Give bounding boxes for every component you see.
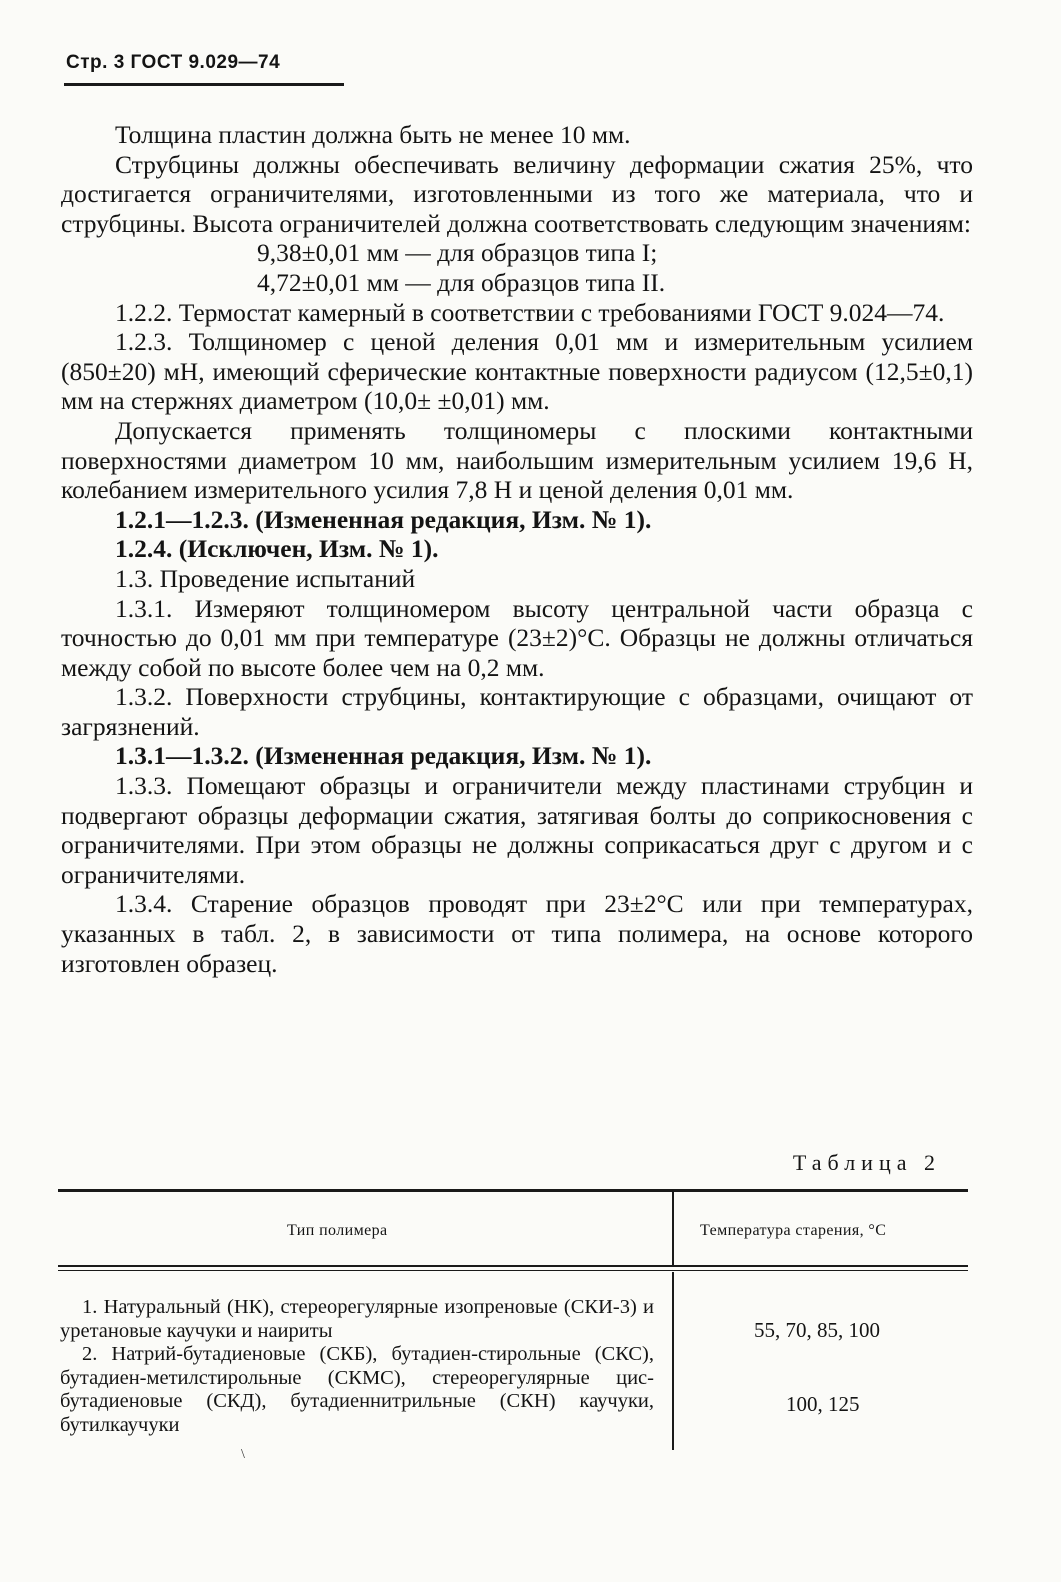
table-top-rule xyxy=(58,1189,968,1192)
table-header-rule-1 xyxy=(58,1265,968,1267)
formula-type-2: 4,72±0,01 мм — для образцов типа II. xyxy=(257,267,666,297)
header-rule xyxy=(64,83,344,86)
row-2-polymer: 2. Натрий-бутадиеновые (СКБ), бутадиен-стирольные (СКС), бутадиен-метилстирольные (СКМС), стереорегулярные цис-бутадиеновые (СКД), бутадиеннитрильные (СКН) каучуки, бутилкаучуки xyxy=(60,1343,654,1436)
column-header-polymer: Тип полимера xyxy=(287,1222,388,1239)
paragraph-1-3-4: 1.3.4. Старение образцов проводят при 23±2°С или при температурах, указанных в табл. 2, в зависимости от типа полимера, на основе которого изготовлен образец. xyxy=(61,889,973,978)
paragraph-thickness: Толщина пластин должна быть не менее 10 мм. xyxy=(115,120,631,149)
amendment-1-3-1: 1.3.1—1.3.2. (Измененная редакция, Изм. № 1). xyxy=(115,741,652,771)
table-header-rule-2 xyxy=(58,1270,968,1271)
row-1-temperature: 55, 70, 85, 100 xyxy=(754,1318,880,1342)
table-header-divider xyxy=(672,1192,674,1265)
paragraph-1-3-3: 1.3.3. Помещают образцы и ограничители между пластинами струбцин и подвергают образцы деформации сжатия, затягивая болты до соприкосновения с ограничителями. При этом образцы не должны соприкасаться друг с другом и с ограничителями. xyxy=(61,771,973,889)
page-header: Стр. 3 ГОСТ 9.029—74 xyxy=(66,52,281,73)
body-text xyxy=(61,120,973,978)
amendment-1-2-4: 1.2.4. (Исключен, Изм. № 1). xyxy=(115,534,439,564)
paragraph-1-2-3: 1.2.3. Толщиномер с ценой деления 0,01 мм и измерительным усилием (850±20) мН, имеющий сферические контактные поверхности радиусом (12,5±0,1) мм на стержнях диаметром (10,0± ±0,01) мм. xyxy=(61,327,973,416)
row-1-polymer: 1. Натуральный (НК), стереорегулярные изопреновые (СКИ-3) и уретановые каучуки и наириты xyxy=(60,1296,654,1342)
scan-mark: \ xyxy=(241,1447,245,1462)
table-body-divider xyxy=(672,1272,674,1450)
table-row xyxy=(60,1296,654,1343)
formula-type-1: 9,38±0,01 мм — для образцов типа I; xyxy=(257,238,658,268)
table-row xyxy=(60,1343,654,1437)
paragraph-1-3-1: 1.3.1. Измеряют толщиномером высоту центральной части образца с точностью до 0,01 мм при температуре (23±2)°С. Образцы не должны отличаться между собой по высоте более чем на 0,2 мм. xyxy=(61,593,973,682)
row-2-temperature: 100, 125 xyxy=(786,1392,860,1416)
paragraph-1-3-2: 1.3.2. Поверхности струбцины, контактирующие с образцами, очищают от загрязнений. xyxy=(61,682,973,741)
section-heading-1-3: 1.3. Проведение испытаний xyxy=(115,563,416,593)
column-header-temperature: Температура старения, °С xyxy=(700,1222,887,1239)
paragraph-1-2-2: 1.2.2. Термостат камерный в соответствии с требованиями ГОСТ 9.024—74. xyxy=(115,297,945,327)
paragraph-allowed: Допускается применять толщиномеры с плоскими контактными поверхностями диаметром 10 мм, наибольшим измерительным усилием 19,6 Н, колебанием измерительного усилия 7,8 Н и ценой деления 0,01 мм. xyxy=(61,415,973,505)
table-caption: Таблица 2 xyxy=(792,1150,941,1175)
amendment-1-2-1: 1.2.1—1.2.3. (Измененная редакция, Изм. № 1). xyxy=(115,504,652,534)
paragraph-clamps: Струбцины должны обеспечивать величину деформации сжатия 25%, что достигается ограничителями, изготовленными из того же материала, что и струбцины. Высота ограничителей должна соответствовать следующим значениям: xyxy=(61,149,973,238)
